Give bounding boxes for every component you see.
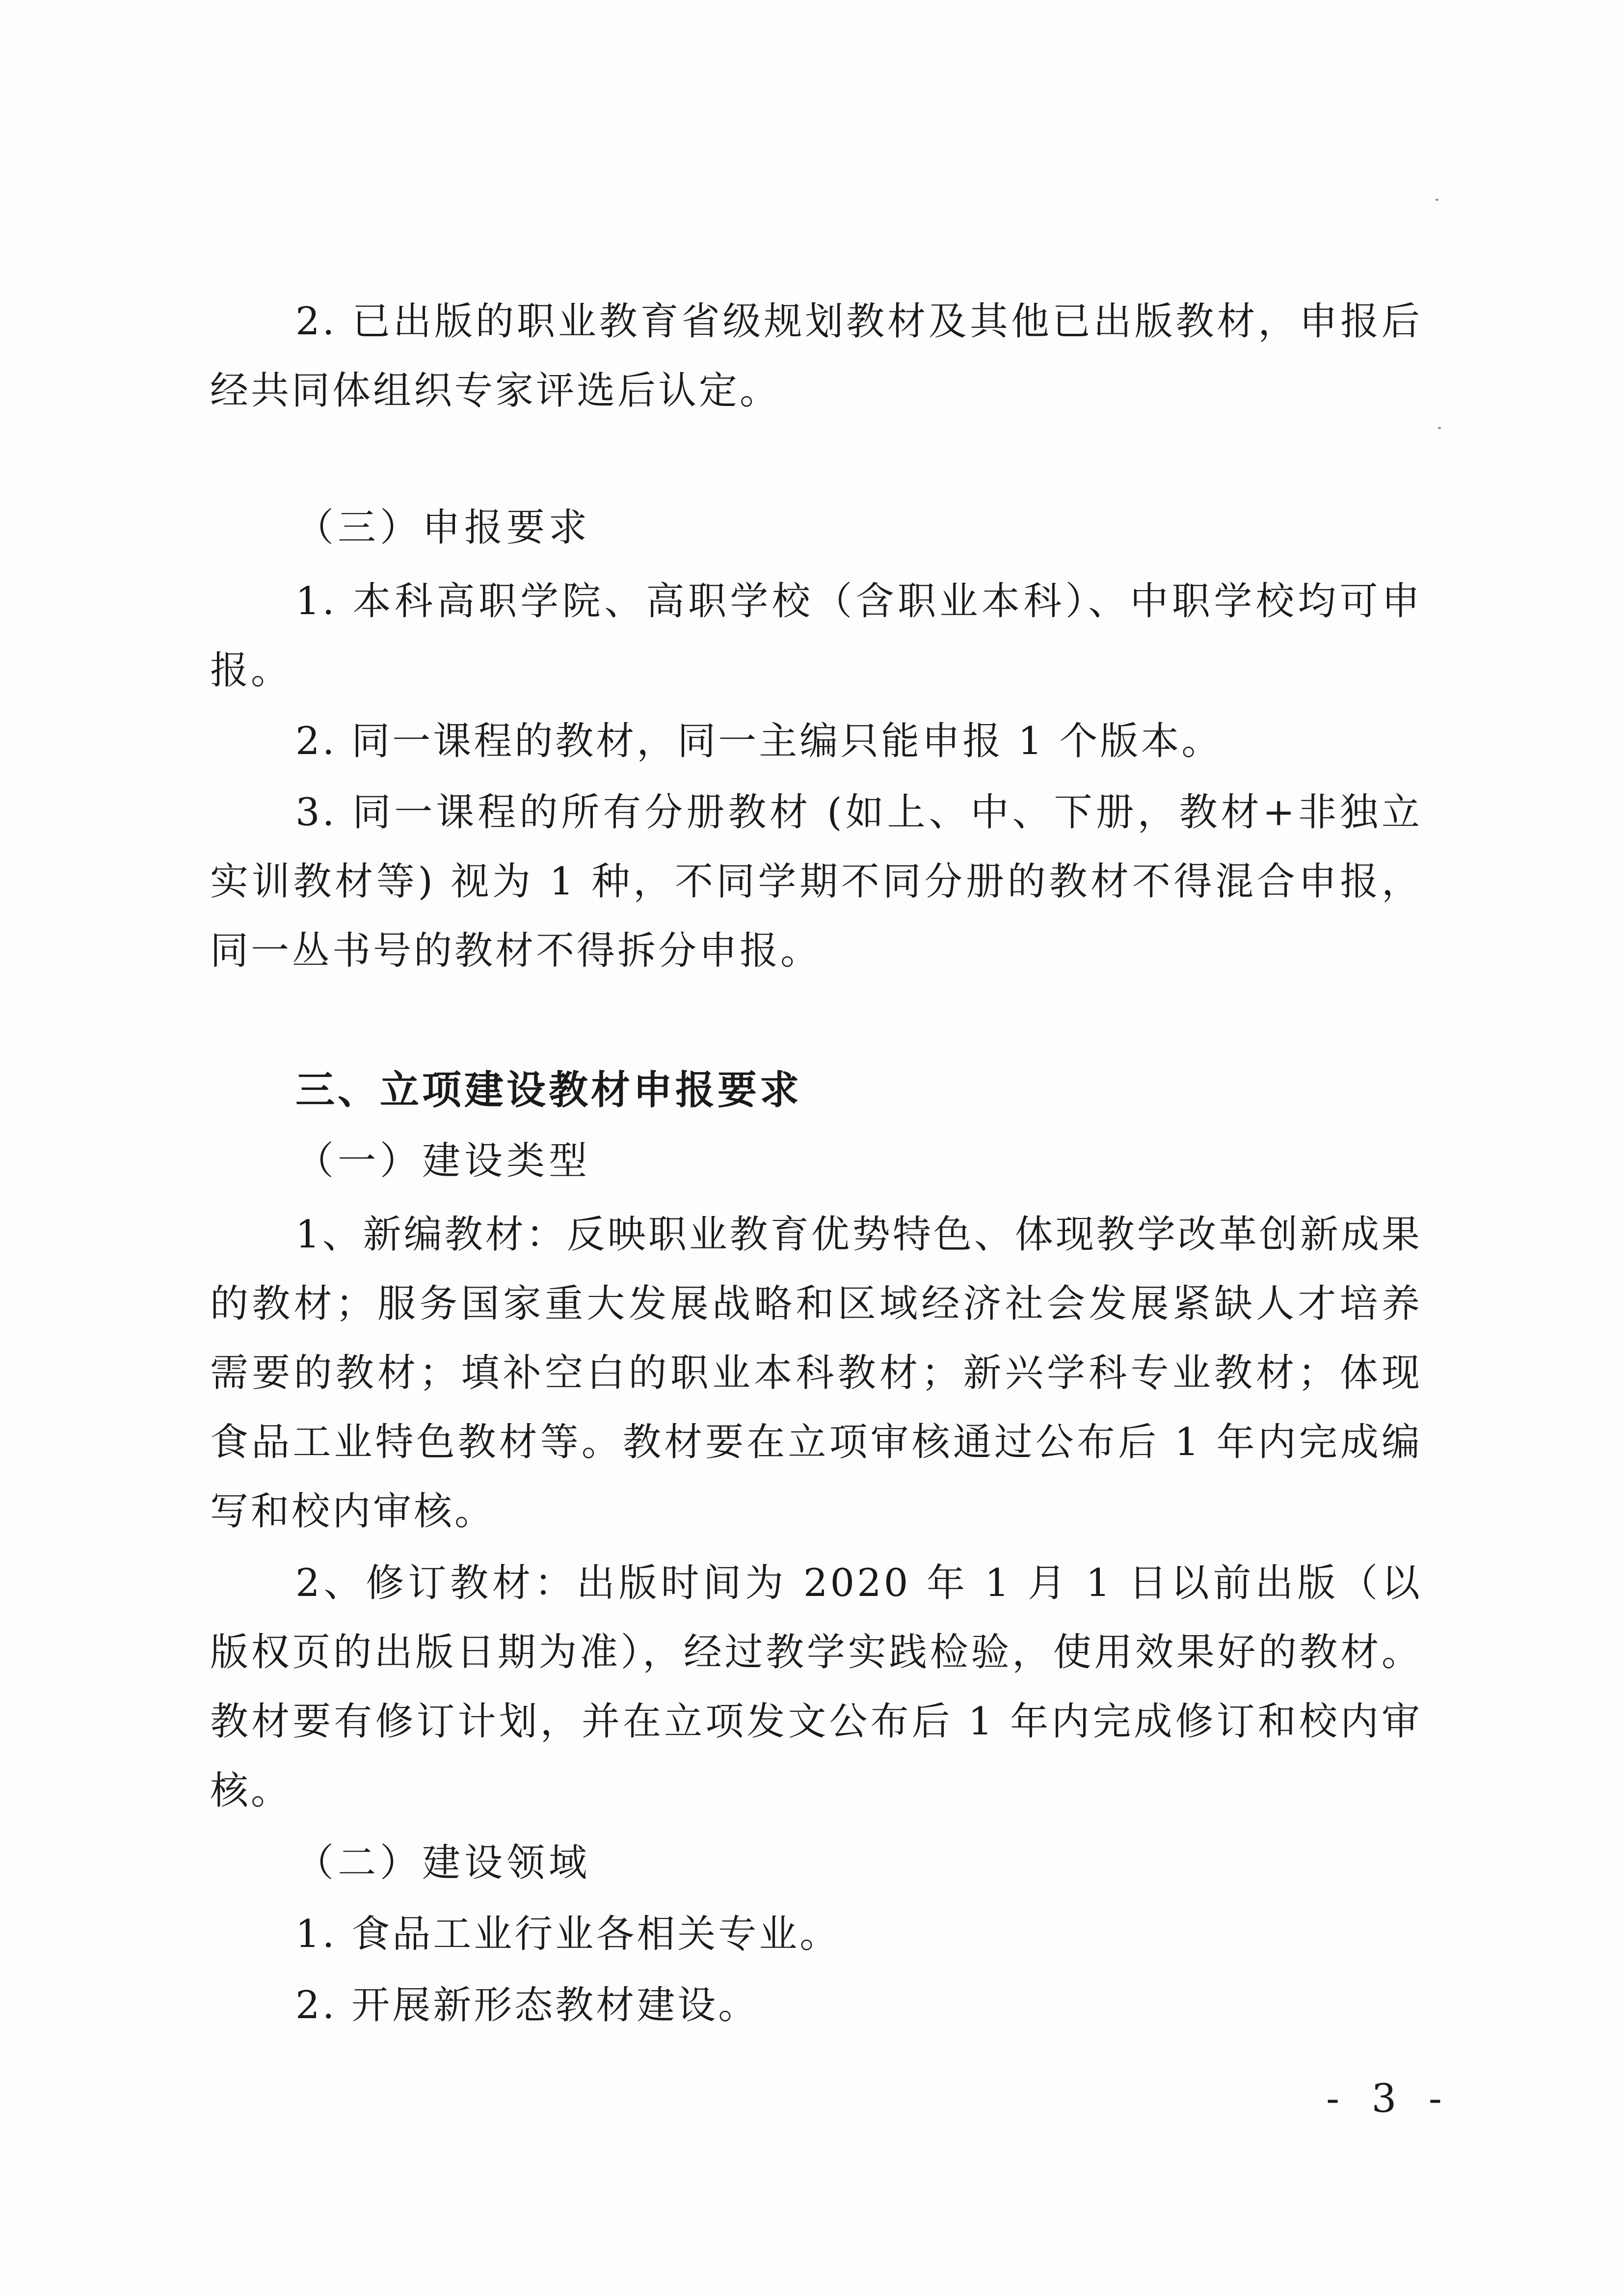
paragraph-one-version: 2. 同一课程的教材，同一主编只能申报 1 个版本。 bbox=[295, 719, 1223, 763]
paragraph-new-textbooks: 1、新编教材：反映职业教育优势特色、体现教学改革创新成果的教材；服务国家重大发展战略和区域经济社会发展紧缺人才培养需要的教材；填补空白的职业本科教材；新兴学科专业教材；体现食品工业特色教材等。教材要在立项审核通过公布后 1 年内完成编写和校内审核。 bbox=[210, 1213, 1422, 1534]
heading-construction-types: （一）建设类型 bbox=[295, 1139, 591, 1183]
paragraph-volumes-rule: 3. 同一课程的所有分册教材 (如上、中、下册，教材+非独立实训教材等) 视为 1 种，不同学期不同分册的教材不得混合申报，同一丛书号的教材不得拆分申报。 bbox=[210, 790, 1422, 973]
page-number: - 3 - bbox=[1326, 2076, 1452, 2121]
paragraph-revised-textbooks: 2、修订教材：出版时间为 2020 年 1 月 1 日以前出版（以版权页的出版日期为准），经过教学实践检验，使用效果好的教材。教材要有修订计划，并在立项发文公布后 1 年内完成修订和校内审核。 bbox=[210, 1561, 1422, 1813]
paragraph-new-form-textbooks: 2. 开展新形态教材建设。 bbox=[295, 1983, 759, 2027]
heading-section-three: 三、立项建设教材申报要求 bbox=[295, 1067, 802, 1113]
heading-application-requirements: （三）申报要求 bbox=[295, 506, 591, 550]
scan-speck bbox=[1438, 427, 1441, 429]
paragraph-food-industry-majors: 1. 食品工业行业各相关专业。 bbox=[295, 1912, 841, 1956]
paragraph-published-textbooks: 2. 已出版的职业教育省级规划教材及其他已出版教材，申报后经共同体组织专家评选后认定。 bbox=[210, 299, 1422, 413]
paragraph-eligible-schools: 1. 本科高职学院、高职学校（含职业本科）、中职学校均可申报。 bbox=[210, 579, 1422, 693]
scan-speck bbox=[1436, 199, 1438, 201]
heading-construction-fields: （二）建设领域 bbox=[295, 1841, 591, 1885]
